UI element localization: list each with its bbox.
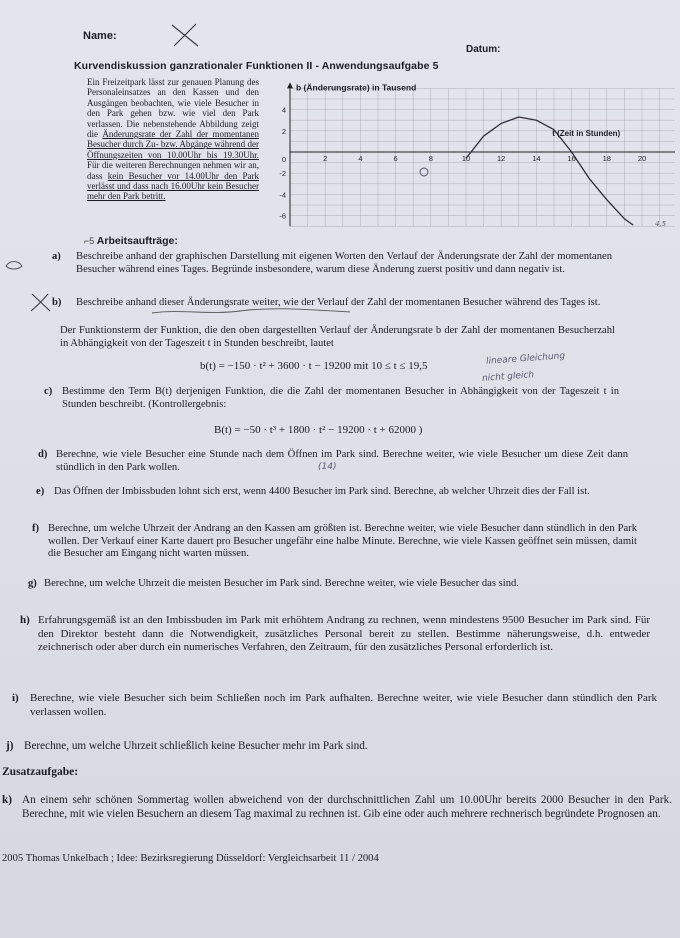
task-b-letter: b) bbox=[52, 297, 62, 308]
worksheet-title: Kurvendiskussion ganzrationaler Funktionen II - Anwendungsaufgabe 5 bbox=[74, 60, 439, 72]
x-axis-label: t (Zeit in Stunden) bbox=[552, 129, 621, 139]
intro-paragraph bbox=[87, 77, 259, 202]
task-f-letter: f) bbox=[32, 523, 40, 534]
intro-text-1-underlined: Änderungsrate der Zahl der momentanen Besucher durch Zu- bzw. Abgänge während der Öffnungszeiten von 10.00Uhr bis 19.30Uhr. bbox=[87, 129, 259, 160]
x-tick-label: 14 bbox=[532, 154, 541, 163]
task-c-text: Bestimme den Term B(t) derjenigen Funktion, die die Zahl der momentanen Besucher in Abhängigkeit von der Tageszeit t in Stunden beschreibt. (Kontrollergebnis: bbox=[62, 386, 619, 410]
task-g-text: Berechne, um welche Uhrzeit die meisten Besucher im Park sind. Berechne weiter, wie viele Besucher das sind. bbox=[44, 578, 519, 589]
y-tick-label: -4 bbox=[279, 190, 286, 200]
intro-text-1: Ein Freizeitpark lässt zur genauen Planung des Personaleinsatzes an den Kassen und den Ausgängen beobachten, wie viele Besucher in den Park gehen bzw. wie viel den Park verlassen. Die nebenstehende Abbildung zeigt die bbox=[87, 77, 259, 140]
formula-b: b(t) = −150 · t² + 3600 · t − 19200 mit 10 ≤ t ≤ 19,5 bbox=[200, 360, 428, 372]
task-h-letter: h) bbox=[20, 614, 30, 626]
x-tick-label: 20 bbox=[637, 154, 647, 163]
footer-credit: 2005 Thomas Unkelbach ; Idee: Bezirksregierung Düsseldorf: Vergleichsarbeit 11 / 2004 bbox=[2, 853, 379, 864]
handwritten-note-1: lineare Gleichung bbox=[485, 351, 566, 367]
y-tick-label: 2 bbox=[281, 126, 286, 136]
tasks-heading bbox=[84, 235, 178, 247]
x-tick-label: 10 bbox=[461, 154, 471, 163]
handwritten-scribble bbox=[150, 305, 370, 317]
task-j-text: Berechne, um welche Uhrzeit schließlich keine Besucher mehr im Park sind. bbox=[24, 740, 368, 752]
date-label: Datum: bbox=[466, 44, 501, 55]
origin-tick-label: 0 bbox=[281, 155, 286, 164]
x-tick-label: 4 bbox=[358, 154, 363, 163]
task-d-text: Berechne, wie viele Besucher eine Stunde nach dem Öffnen im Park sind. Berechne weiter, wie viele Besucher um diese Zeit dann stündlich in den Park wollen. bbox=[56, 449, 628, 473]
task-i-text: Berechne, wie viele Besucher sich beim Schließen noch im Park aufhalten. Berechne weiter, wie viele Besucher dann stündlich den Park verlassen wollen. bbox=[30, 692, 657, 718]
chart-axes bbox=[287, 82, 675, 226]
formula-c: B(t) = −50 · t³ + 1800 · t² − 19200 · t + 62000 ) bbox=[214, 424, 423, 436]
x-tick-label: 2 bbox=[323, 154, 328, 163]
task-k bbox=[2, 793, 672, 841]
x-tick-label: 8 bbox=[428, 154, 433, 163]
task-k-text: An einem sehr schönen Sommertag wollen abweichend von der durchschnittlichen Zahl um 10.00Uhr bereits 2000 Besucher in den Park. Berechne, mit wie vielen Besuchern an diesem Tag maximal zu rechnen ist. Gib eine oder auch mehrere rechnerisch begründete Prognosen an. bbox=[22, 794, 672, 821]
task-g-letter: g) bbox=[28, 578, 37, 589]
task-a bbox=[52, 251, 612, 291]
handwritten-note-2: nicht gleich bbox=[481, 370, 535, 384]
tasks-label: Arbeitsaufträge: bbox=[96, 235, 178, 247]
y-tick-label: 4 bbox=[281, 105, 286, 115]
y-axis-arrow bbox=[287, 82, 293, 88]
task-h-text: Erfahrungsgemäß ist an den Imbissbuden im Park mit erhöhtem Andrang zu rechnen, wenn mindestens 9500 Besucher im Park sind. Für den Direktor besteht dann die Notwendigkeit, zusätzliches Personal bereit zu stellen. Bestimme näherungsweise, d.h. entweder zeichnerisch oder aber durch ein numerisches Verfahren, den Zeitraum, für den zusätzliches Personal erforderlich ist. bbox=[38, 614, 650, 654]
task-e-letter: e) bbox=[36, 486, 45, 497]
handwritten-d-note: (14) bbox=[318, 462, 337, 472]
chart-ticks bbox=[279, 106, 646, 221]
task-j bbox=[6, 740, 661, 756]
rate-of-change-chart bbox=[270, 80, 675, 250]
handwritten-graph-note: 4,5 bbox=[655, 220, 667, 228]
handwritten-margin-mark bbox=[4, 258, 24, 272]
y-tick-label: -2 bbox=[279, 169, 286, 179]
task-i-letter: i) bbox=[12, 692, 19, 704]
task-g bbox=[28, 578, 643, 606]
chart-grid bbox=[290, 88, 675, 226]
task-a-letter: a) bbox=[52, 251, 61, 262]
handwritten-x-mark-b bbox=[28, 291, 54, 313]
handwritten-x-mark bbox=[168, 22, 204, 48]
intro-text-2-underlined: kein Besucher vor 14.00Uhr den Park verlässt und dass nach 16.00Uhr kein Besucher mehr den Park betritt. bbox=[87, 170, 259, 202]
x-tick-label: 18 bbox=[602, 154, 611, 163]
task-e-text: Das Öffnen der Imbissbuden lohnt sich erst, wenn 4400 Besucher im Park sind. Berechne, ab welcher Uhrzeit dies der Fall ist. bbox=[54, 486, 590, 497]
intro-text-2: Für die weiteren Berechnungen nehmen wir an, dass bbox=[87, 160, 259, 181]
task-e bbox=[36, 486, 631, 514]
task-i bbox=[12, 692, 657, 722]
handwritten-circle-mark bbox=[420, 168, 428, 176]
task-k-letter: k) bbox=[2, 794, 12, 806]
handwritten-mark: ⌐5 bbox=[84, 236, 95, 246]
x-tick-label: 6 bbox=[393, 154, 398, 163]
task-b-text: Beschreibe anhand dieser Änderungsrate weiter, wie der Verlauf der Zahl der momentanen Besucher während des Tages ist. bbox=[76, 297, 601, 308]
task-a-text: Beschreibe anhand der graphischen Darstellung mit eigenen Worten den Verlauf der Änderungsrate der Zahl der momentanen Besucher während eines Tages. Begründe insbesondere, warum diese Änderung zuerst positiv und dann negativ ist. bbox=[76, 251, 612, 275]
y-tick-label: -6 bbox=[279, 211, 286, 221]
y-axis-label: b (Änderungsrate) in Tausend bbox=[296, 82, 417, 93]
task-f bbox=[32, 523, 637, 569]
name-label: Name: bbox=[83, 30, 117, 42]
zusatz-heading: Zusatzaufgabe: bbox=[2, 766, 79, 778]
task-c bbox=[44, 386, 619, 414]
task-d-letter: d) bbox=[38, 449, 48, 460]
task-f-text: Berechne, um welche Uhrzeit der Andrang an den Kassen am größten ist. Berechne weiter, wie viele Besucher dann stündlich in den Park wollen. Der Verkauf einer Karte dauert pro Besucher ungefähr eine halbe Minute. Berechne, wie viele Kassen geöffnet sein müssen, damit die Besucher am Eingang nicht warten müssen. bbox=[48, 523, 637, 560]
task-c-letter: c) bbox=[44, 386, 53, 397]
x-tick-label: 12 bbox=[497, 154, 506, 163]
task-h bbox=[20, 614, 650, 672]
function-intro: Der Funktionsterm der Funktion, die den oben dargestellten Verlauf der Änderungsrate b der Zahl der momentanen Besucherzahl in Abhängigkeit von der Tageszeit t in Stunden beschreibt, lautet bbox=[60, 325, 615, 349]
x-tick-label: 16 bbox=[567, 154, 576, 163]
task-j-letter: j) bbox=[6, 740, 14, 752]
